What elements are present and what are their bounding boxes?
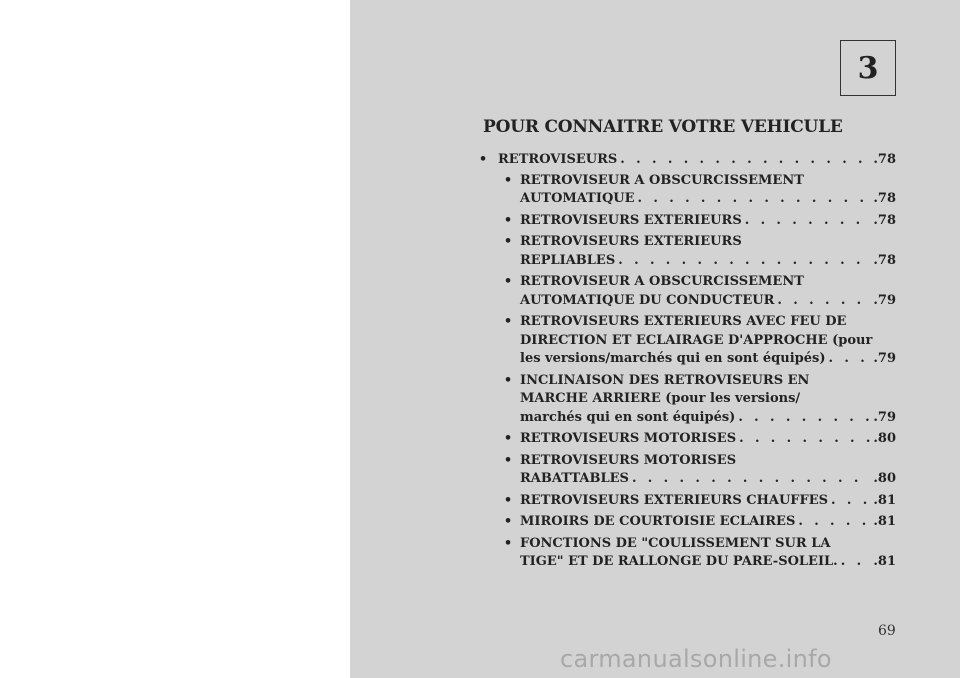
toc-sub-entry-line: RETROVISEURS EXTERIEURS AVEC FEU DE [520,314,847,329]
toc-page-reference: .81 [873,514,896,529]
toc-sub-bullet: • [503,535,513,551]
toc-sub-bullet: • [503,492,513,508]
toc-page-reference: .80 [873,431,896,446]
toc-main-item[interactable] [498,151,896,169]
toc-sub-entry[interactable] [520,409,896,427]
toc-entry-text: RETROVISEURS [498,152,618,167]
dot-leader [841,553,871,571]
toc-sub-entry-line: RETROVISEURS MOTORISES [520,452,737,468]
toc-page-reference: .79 [873,351,896,366]
toc-sub-entry[interactable] [520,190,896,208]
section-title: POUR CONNAITRE VOTRE VEHICULE [483,117,843,137]
toc-sub-entry[interactable] [520,492,896,510]
toc-sub-bullet: • [503,314,513,329]
dot-leader [618,252,870,270]
toc-sub-bullet: • [503,514,513,529]
toc-entry-text: RABATTABLES [520,471,629,486]
toc-sub-entry-line: MARCHE ARRIERE (pour les versions/ [520,391,801,406]
toc-sub-entry[interactable] [520,470,896,488]
toc-entry-text: AUTOMATIQUE [520,191,635,206]
dot-leader [831,492,870,510]
toc-sub-entry[interactable] [520,513,896,531]
toc-sub-entry-line: FONCTIONS DE "COULISSEMENT SUR LA [520,535,831,551]
dot-leader [829,350,871,368]
toc-sub-entry[interactable] [520,212,896,230]
toc-sub-entry-line: RETROVISEUR A OBSCURCISSEMENT [520,274,804,289]
toc-sub-bullet: • [503,234,513,249]
toc-entry-text: RETROVISEURS EXTERIEURS [520,212,742,228]
toc-page-reference: .78 [873,212,896,228]
dot-leader [620,151,870,169]
toc-page-reference: .78 [873,252,896,268]
toc-page-reference: .78 [873,152,896,167]
toc-sub-bullet: • [503,452,513,468]
toc-page-reference: .81 [873,492,896,508]
dot-leader [777,292,870,310]
toc-sub-bullet: • [503,212,513,228]
toc-sub-bullet: • [503,431,513,446]
toc-entry-text: TIGE" ET DE RALLONGE DU PARE-SOLEIL. [520,554,838,569]
watermark: carmanualsonline.info [560,645,832,673]
toc-entry-text: MIROIRS DE COURTOISIE ECLAIRES [520,514,796,529]
toc-page-reference: .80 [873,471,896,486]
toc-sub-entry[interactable] [520,350,896,368]
chapter-number: 3 [857,50,879,86]
toc-main-bullet: • [478,152,488,167]
dot-leader [745,212,871,230]
toc-page-reference: .81 [873,554,896,569]
toc-sub-bullet: • [503,274,513,289]
toc-entry-text: marchés qui en sont équipés) [520,409,736,425]
toc-entry-text: RETROVISEURS MOTORISES [520,431,737,446]
toc-sub-entry-line: RETROVISEUR A OBSCURCISSEMENT [520,172,804,188]
toc-sub-bullet: • [503,172,513,188]
toc-sub-entry[interactable] [520,430,896,448]
toc-sub-entry-line: INCLINAISON DES RETROVISEURS EN [520,372,810,388]
toc-entry-text: les versions/marchés qui en sont équipés) [520,351,826,366]
toc-entry-text: REPLIABLES [520,252,616,268]
dot-leader [632,470,870,488]
toc-entry-text: RETROVISEURS EXTERIEURS CHAUFFES [520,492,829,508]
toc-entry-text: AUTOMATIQUE DU CONDUCTEUR [520,292,775,308]
toc-page-reference: .78 [873,191,896,206]
toc-page-reference: .79 [873,409,896,425]
toc-sub-entry[interactable] [520,252,896,270]
dot-leader [738,409,870,427]
toc-sub-entry-line: DIRECTION ET ECLAIRAGE D'APPROCHE (pour [520,332,873,348]
dot-leader [638,190,871,208]
dot-leader [739,430,870,448]
dot-leader [798,513,870,531]
page-number: 69 [878,623,896,639]
toc-sub-bullet: • [503,372,513,388]
toc-page-reference: .79 [873,292,896,308]
toc-sub-entry[interactable] [520,553,896,571]
toc-sub-entry[interactable] [520,292,896,310]
toc-sub-entry-line: RETROVISEURS EXTERIEURS [520,234,742,249]
